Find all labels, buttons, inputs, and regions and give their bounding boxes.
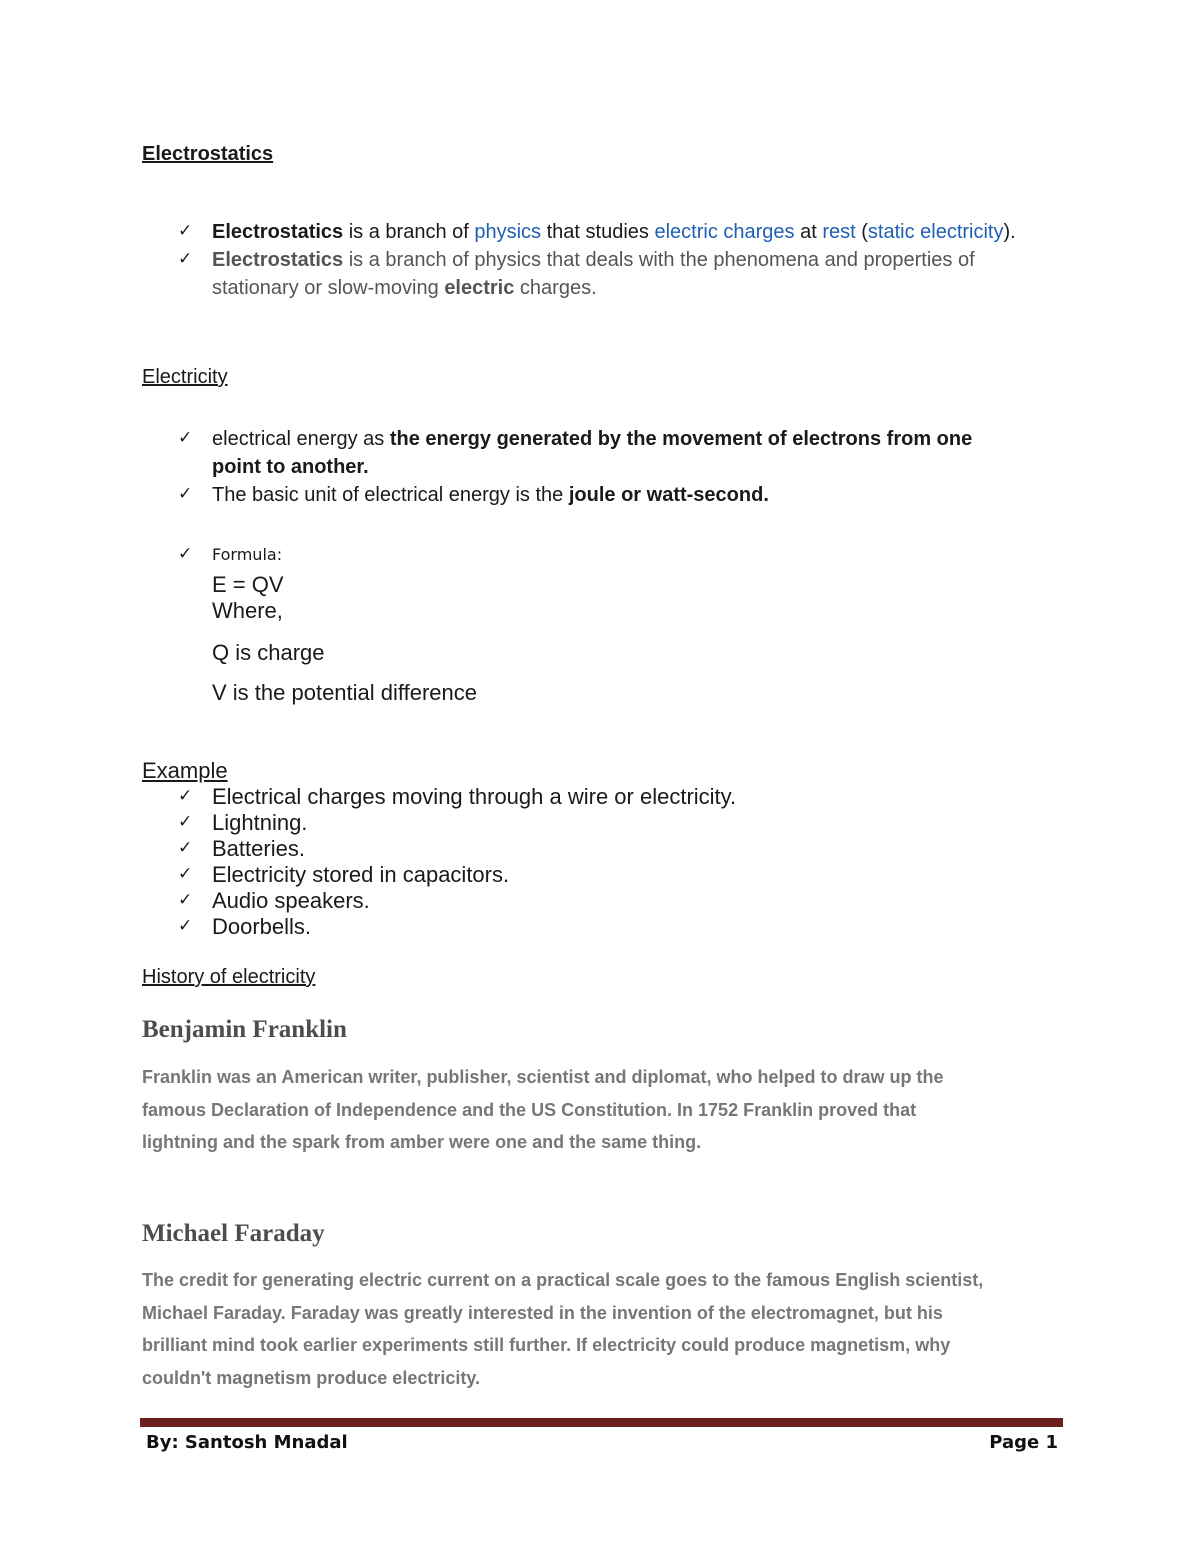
electrostatics-bullet-1: Electrostatics is a branch of physics that studies electric charges at rest (static electricity). (212, 221, 1016, 243)
footer-author: By: Santosh Mnadal (146, 1432, 348, 1453)
check-icon: ✓ (178, 484, 193, 504)
electrostatics-bullet-2-cont: stationary or slow-moving electric charges. (212, 277, 597, 299)
check-icon: ✓ (178, 812, 193, 832)
formula: E = QV (212, 572, 284, 597)
example-item: Lightning. (212, 810, 308, 835)
physics-link[interactable]: physics (474, 221, 542, 243)
check-icon: ✓ (178, 786, 193, 806)
example-item: Audio speakers. (212, 888, 370, 913)
footer-page-number: Page 1 (989, 1432, 1058, 1453)
footer-rule (140, 1418, 1063, 1427)
check-icon: ✓ (178, 544, 193, 564)
check-icon: ✓ (178, 428, 193, 448)
franklin-heading: Benjamin Franklin (142, 1016, 347, 1043)
history-heading: History of electricity (142, 966, 316, 988)
check-icon: ✓ (178, 249, 193, 269)
franklin-paragraph: Franklin was an American writer, publisher, scientist and diplomat, who helped to draw up the famous Declaration of Independence and the US Constitution. In 1752 Franklin proved that lightning and the spark from amber were one and the same thing. (142, 1067, 944, 1152)
formula-v-definition: V is the potential difference (212, 680, 477, 705)
check-icon: ✓ (178, 838, 193, 858)
check-icon: ✓ (178, 864, 193, 884)
formula-where: Where, (212, 598, 283, 623)
rest-link[interactable]: rest (822, 221, 856, 243)
check-icon: ✓ (178, 221, 193, 241)
check-icon: ✓ (178, 890, 193, 910)
formula-label: Formula: (212, 545, 283, 564)
electricity-heading: Electricity (142, 366, 228, 388)
faraday-heading: Michael Faraday (142, 1220, 325, 1247)
electricity-bullet-1-cont: point to another. (212, 456, 369, 478)
electricity-bullet-2: The basic unit of electrical energy is the joule or watt-second. (212, 484, 769, 506)
electric-charges-link[interactable]: electric charges (654, 221, 795, 243)
electrostatics-bullet-2: Electrostatics is a branch of physics that deals with the phenomena and properties of (212, 249, 975, 271)
example-heading: Example (142, 758, 228, 783)
example-item: Batteries. (212, 836, 305, 861)
electrostatics-heading: Electrostatics (142, 143, 274, 165)
example-item: Electricity stored in capacitors. (212, 862, 510, 887)
faraday-paragraph: The credit for generating electric current on a practical scale goes to the famous English scientist, Michael Faraday. Faraday was greatly interested in the invention of the electromagnet, but his brilliant mind took earlier experiments still further. If electricity could produce magnetism, why couldn't magnetism produce electricity. (142, 1270, 984, 1388)
example-item: Doorbells. (212, 914, 312, 939)
electricity-bullet-1: electrical energy as the energy generated by the movement of electrons from one (212, 428, 973, 450)
formula-q-definition: Q is charge (212, 640, 325, 665)
check-icon: ✓ (178, 916, 193, 936)
static-electricity-link[interactable]: static electricity (867, 221, 1004, 243)
example-item: Electrical charges moving through a wire or electricity. (212, 784, 737, 809)
